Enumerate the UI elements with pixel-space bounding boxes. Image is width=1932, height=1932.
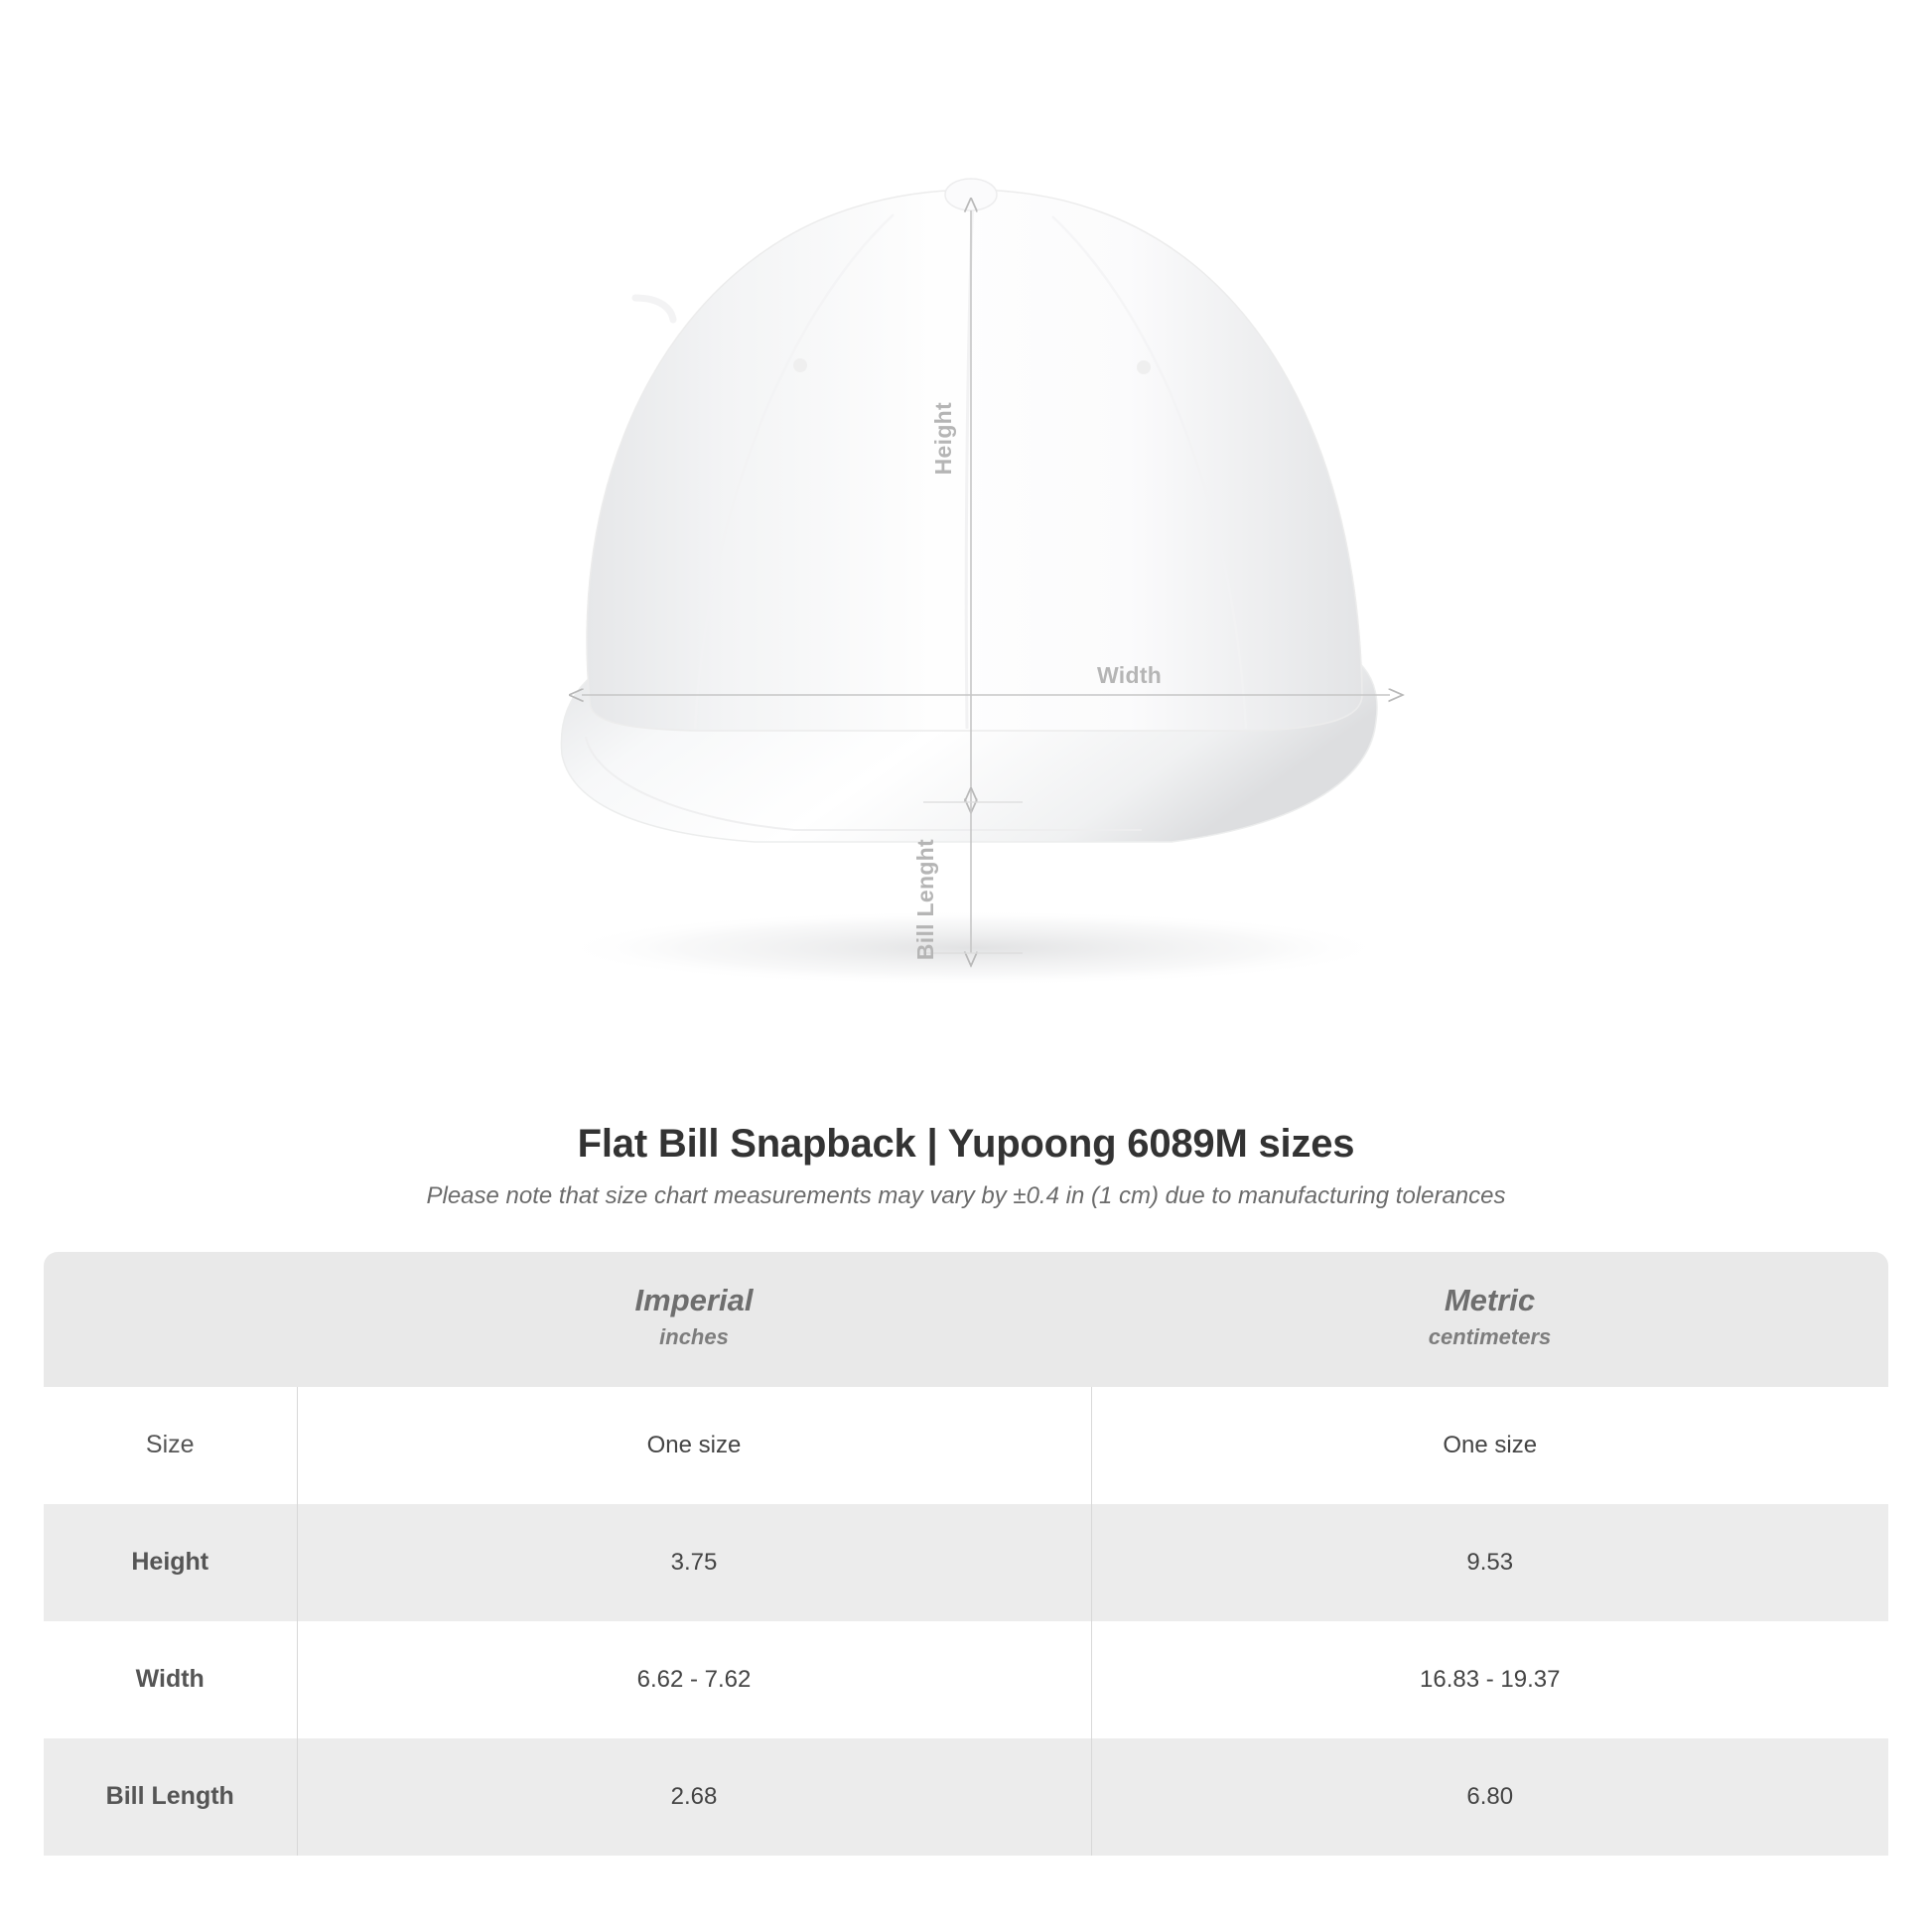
row-height-metric: 9.53 <box>1091 1504 1888 1621</box>
row-bill-length-imperial: 2.68 <box>297 1738 1091 1856</box>
cap-eyelet-right <box>1137 360 1151 374</box>
row-label-size: Size <box>44 1387 297 1504</box>
header-metric-unit: centimeters <box>1428 1323 1552 1349</box>
row-label-width: Width <box>44 1621 297 1738</box>
table-row <box>44 1621 1888 1738</box>
size-chart-table <box>44 1252 1888 1856</box>
title-block <box>0 1122 1932 1210</box>
height-label: Height <box>930 402 956 476</box>
bill-length-label-line1: Bill <box>912 923 938 961</box>
row-width-metric: 16.83 - 19.37 <box>1091 1621 1888 1738</box>
row-bill-length-metric: 6.80 <box>1091 1738 1888 1856</box>
header-metric <box>1091 1252 1888 1387</box>
table-row <box>44 1387 1888 1504</box>
row-label-bill-length: Bill Length <box>44 1738 297 1856</box>
width-label: Width <box>1097 662 1163 688</box>
header-imperial <box>297 1252 1091 1387</box>
size-chart-table-wrap <box>44 1252 1888 1856</box>
row-width-imperial: 6.62 - 7.62 <box>297 1621 1091 1738</box>
cap-ground-shadow <box>556 910 1390 986</box>
cap-eyelet-left <box>793 358 807 372</box>
table-header-row <box>44 1252 1888 1387</box>
header-metric-name: Metric <box>1444 1283 1536 1317</box>
header-spacer-cell <box>44 1252 297 1387</box>
page-title: Flat Bill Snapback | Yupoong 6089M sizes <box>577 1122 1355 1166</box>
row-label-height: Height <box>44 1504 297 1621</box>
table-row <box>44 1504 1888 1621</box>
cap-top-button <box>945 179 997 210</box>
row-size-imperial: One size <box>297 1387 1091 1504</box>
bill-length-label-line2: Lenght <box>912 839 938 917</box>
bill-length-label <box>913 839 937 960</box>
header-imperial-unit: inches <box>659 1323 729 1349</box>
table-row <box>44 1738 1888 1856</box>
row-size-metric: One size <box>1091 1387 1888 1504</box>
tolerance-note: Please note that size chart measurements may vary by ±0.4 in (1 cm) due to manufacturing tolerances <box>426 1182 1506 1209</box>
header-imperial-name: Imperial <box>634 1283 754 1317</box>
row-height-imperial: 3.75 <box>297 1504 1091 1621</box>
